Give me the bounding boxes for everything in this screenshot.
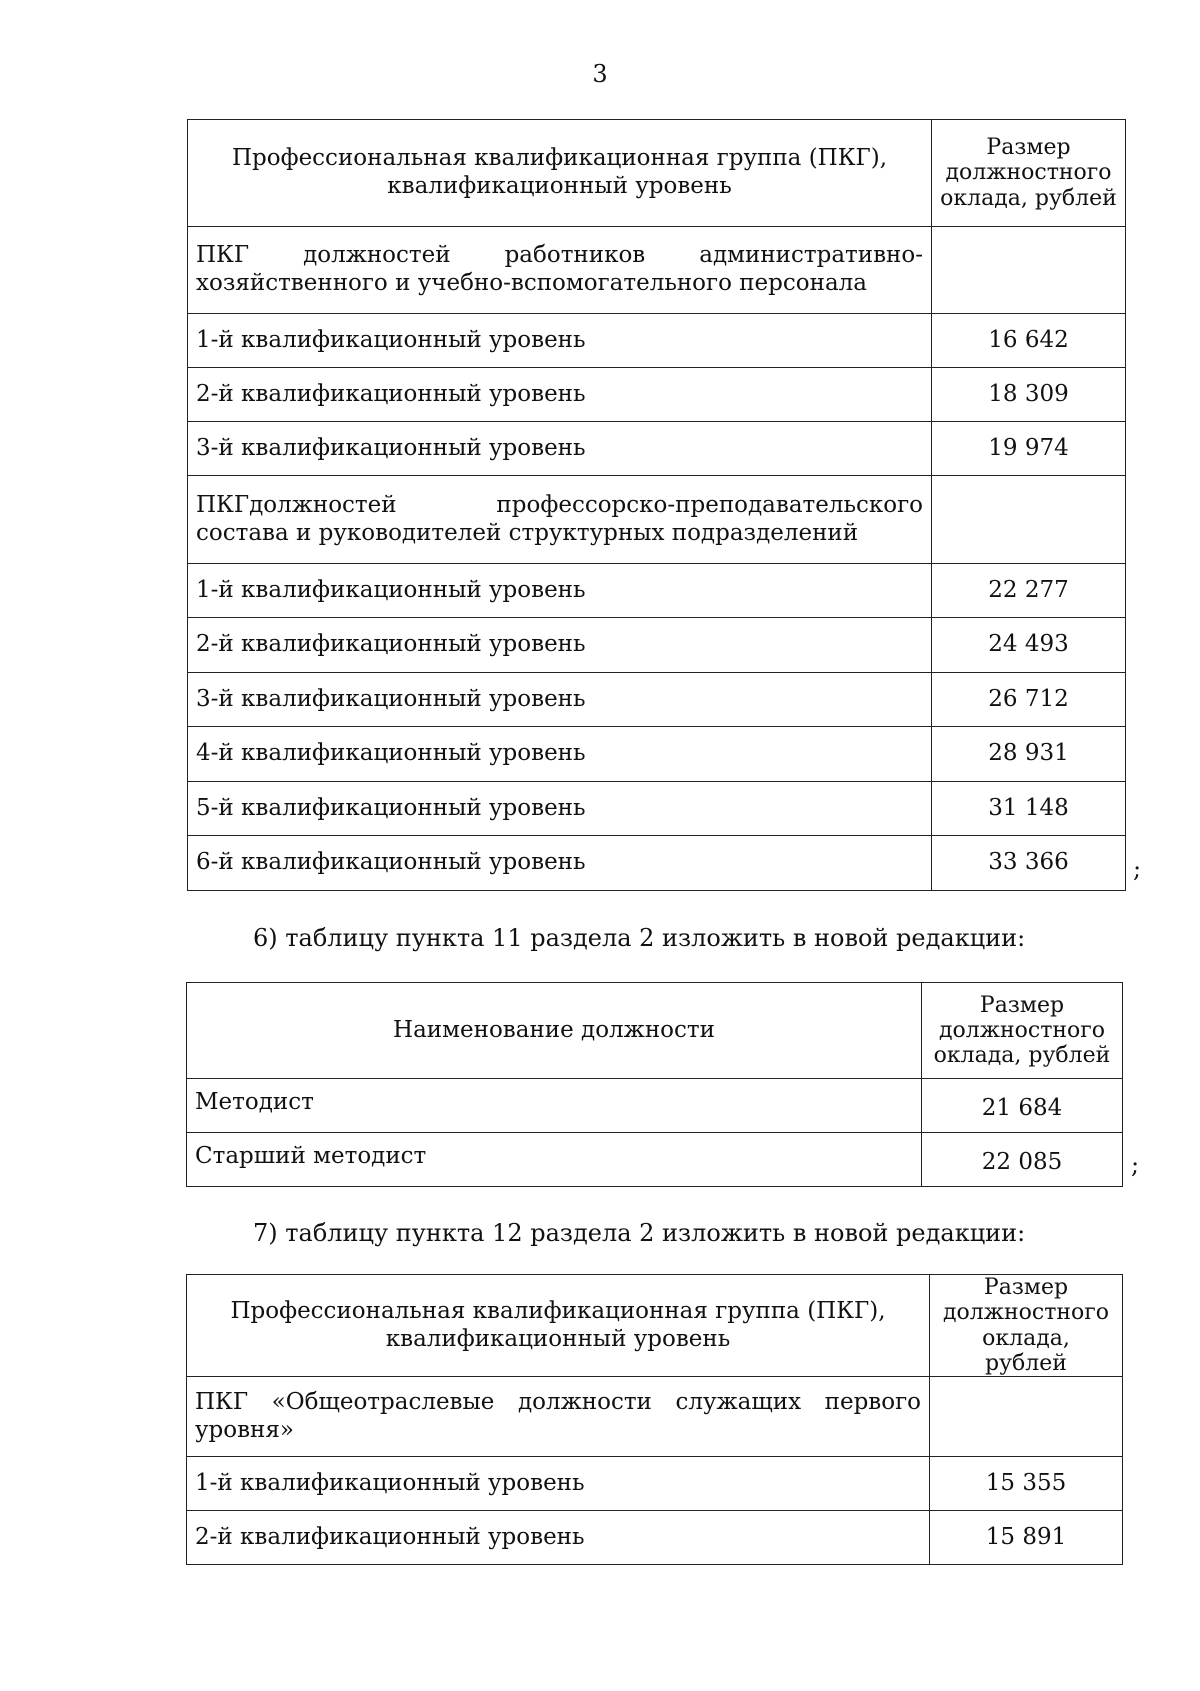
salary-cell: 21 684 xyxy=(922,1079,1123,1133)
salary-cell xyxy=(930,1377,1123,1457)
salary-cell: 33 366 xyxy=(932,836,1126,891)
level-name-cell: 4-й квалификационный уровень xyxy=(188,727,932,782)
salary-cell: 31 148 xyxy=(932,782,1126,836)
table-row xyxy=(188,368,1126,422)
level-name-cell: 2-й квалификационный уровень xyxy=(188,368,932,422)
salary-cell: 15 355 xyxy=(930,1457,1123,1511)
instruction-6: 6) таблицу пункта 11 раздела 2 изложить в новой редакции: xyxy=(253,924,1026,952)
salary-cell: 15 891 xyxy=(930,1511,1123,1565)
table-row xyxy=(188,227,1126,314)
table-row xyxy=(187,1457,1123,1511)
level-name-cell: 6-й квалификационный уровень xyxy=(188,836,932,891)
position-name-cell: Старший методист xyxy=(187,1133,922,1187)
table-1-terminator: ; xyxy=(1133,855,1142,883)
table-row xyxy=(188,476,1126,564)
table-row xyxy=(187,1133,1123,1187)
instruction-7: 7) таблицу пункта 12 раздела 2 изложить в новой редакции: xyxy=(253,1219,1026,1247)
table-row xyxy=(188,314,1126,368)
table-row xyxy=(188,564,1126,618)
table-row xyxy=(188,782,1126,836)
salary-cell: 26 712 xyxy=(932,673,1126,727)
salary-cell xyxy=(932,227,1126,314)
position-name-cell: Методист xyxy=(187,1079,922,1133)
salary-cell: 22 085 xyxy=(922,1133,1123,1187)
header-salary-cell: Размер должностного оклада, рублей xyxy=(922,983,1123,1079)
level-name-cell: 1-й квалификационный уровень xyxy=(188,564,932,618)
header-salary-cell: Размер должностного оклада, рублей xyxy=(930,1275,1123,1377)
salary-cell xyxy=(932,476,1126,564)
group-name-cell: ПКГ должностей работников административно-хозяйственного и учебно-вспомогательного персонала xyxy=(188,227,932,314)
table-row xyxy=(187,1511,1123,1565)
salary-cell: 19 974 xyxy=(932,422,1126,476)
salary-cell: 22 277 xyxy=(932,564,1126,618)
table-2-terminator: ; xyxy=(1131,1151,1140,1179)
group-name-cell: ПКГ «Общеотраслевые должности служащих первого уровня» xyxy=(187,1377,930,1457)
salary-table-1 xyxy=(187,119,1126,891)
level-name-cell: 5-й квалификационный уровень xyxy=(188,782,932,836)
level-name-cell: 3-й квалификационный уровень xyxy=(188,422,932,476)
header-group-cell: Профессиональная квалификационная группа (ПКГ), квалификационный уровень xyxy=(187,1275,930,1377)
header-group-cell: Профессиональная квалификационная группа (ПКГ), квалификационный уровень xyxy=(188,120,932,227)
table-row xyxy=(188,618,1126,673)
salary-cell: 28 931 xyxy=(932,727,1126,782)
salary-cell: 24 493 xyxy=(932,618,1126,673)
level-name-cell: 3-й квалификационный уровень xyxy=(188,673,932,727)
salary-cell: 16 642 xyxy=(932,314,1126,368)
table-row xyxy=(188,836,1126,891)
table-row xyxy=(188,727,1126,782)
header-salary-cell: Размер должностного оклада, рублей xyxy=(932,120,1126,227)
level-name-cell: 1-й квалификационный уровень xyxy=(187,1457,930,1511)
salary-table-2 xyxy=(186,982,1123,1187)
table-header-row xyxy=(187,983,1123,1079)
level-name-cell: 2-й квалификационный уровень xyxy=(187,1511,930,1565)
salary-cell: 18 309 xyxy=(932,368,1126,422)
level-name-cell: 1-й квалификационный уровень xyxy=(188,314,932,368)
table-row xyxy=(188,673,1126,727)
header-position-cell: Наименование должности xyxy=(187,983,922,1079)
level-name-cell: 2-й квалификационный уровень xyxy=(188,618,932,673)
table-header-row xyxy=(188,120,1126,227)
table-row xyxy=(188,422,1126,476)
page-number: 3 xyxy=(592,60,608,88)
table-row xyxy=(187,1079,1123,1133)
table-row xyxy=(187,1377,1123,1457)
salary-table-3 xyxy=(186,1274,1123,1565)
group-name-cell: ПКГдолжностей профессорско-преподавательского состава и руководителей структурных подразделений xyxy=(188,476,932,564)
table-header-row xyxy=(187,1275,1123,1377)
